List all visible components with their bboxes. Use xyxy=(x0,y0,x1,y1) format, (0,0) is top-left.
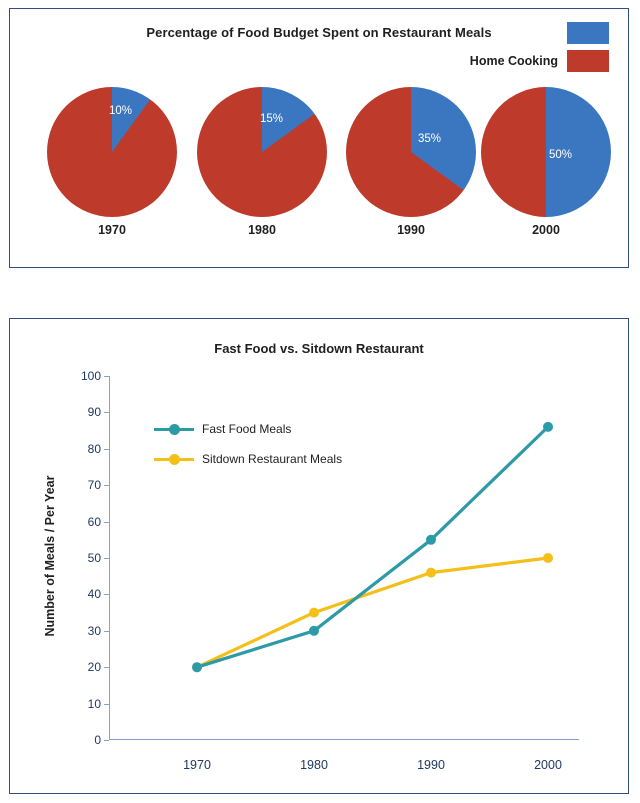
data-point-sitdown-2000 xyxy=(543,553,553,563)
pie-value-label-1990: 35% xyxy=(418,133,442,145)
pie-value-label-1970: 10% xyxy=(109,105,133,117)
legend-item-sitdown-restaurant-meals xyxy=(154,444,342,474)
data-point-fastfood-2000 xyxy=(543,422,553,432)
pie-slice-group-1980 xyxy=(197,87,327,217)
pie-chart-panel xyxy=(9,8,629,268)
pie-year-label-1980: 1980 xyxy=(248,223,276,237)
x-tick-label-2000: 2000 xyxy=(534,758,562,772)
pie-cell-1980 xyxy=(188,87,336,257)
pie-slice-group-1990 xyxy=(346,87,476,217)
legend-swatch-restaurant-meals xyxy=(566,21,610,45)
data-point-fastfood-1990 xyxy=(426,535,436,545)
pie-year-label-1990: 1990 xyxy=(397,223,425,237)
line-chart-panel xyxy=(9,318,629,794)
y-tick-label-50: 50 xyxy=(87,551,101,565)
legend-label-sitdown-restaurant-meals: Sitdown Restaurant Meals xyxy=(202,452,343,466)
pie-value-label-2000: 50% xyxy=(549,149,573,161)
legend-swatch-home-cooking xyxy=(566,49,610,73)
x-tick-label-1990: 1990 xyxy=(417,758,445,772)
pie-chart-title: Percentage of Food Budget Spent on Restaurant Meals xyxy=(146,25,492,40)
y-tick-label-10: 10 xyxy=(87,696,101,711)
pie-wrap-1980 xyxy=(197,87,327,217)
legend-item-home-cooking xyxy=(460,47,610,75)
pie-wrap-1970 xyxy=(47,87,177,217)
pie-legend xyxy=(460,19,610,75)
legend-label-home-cooking: Home Cooking xyxy=(469,54,558,68)
line-chart-title: Fast Food vs. Sitdown Restaurant xyxy=(214,341,424,356)
legend-item-restaurant-meals xyxy=(460,19,610,47)
pie-slice-group-2000 xyxy=(481,87,611,217)
data-point-fastfood-1980 xyxy=(309,626,319,636)
y-tick-label-0: 0 xyxy=(94,733,101,747)
x-tick-label-1970: 1970 xyxy=(183,758,211,772)
pie-year-label-2000: 2000 xyxy=(532,223,560,237)
legend-marker-fast-food-meals xyxy=(154,422,194,436)
legend-item-fast-food-meals xyxy=(154,414,342,444)
data-point-sitdown-1990 xyxy=(426,568,436,578)
x-tick-label-1980: 1980 xyxy=(300,758,328,772)
y-tick-label-70: 70 xyxy=(87,478,101,493)
y-tick-label-90: 90 xyxy=(87,405,101,420)
pie-year-label-1970: 1970 xyxy=(98,223,126,237)
pie-cell-1970 xyxy=(38,87,186,257)
y-tick-label-30: 30 xyxy=(87,623,101,638)
legend-marker-sitdown-restaurant-meals xyxy=(154,452,194,466)
line-chart-legend xyxy=(154,414,342,474)
y-tick-label-80: 80 xyxy=(87,441,101,456)
pie-value-label-1980: 15% xyxy=(260,113,284,125)
data-point-fastfood-1970 xyxy=(192,662,202,672)
pie-cell-1990 xyxy=(337,87,485,257)
pie-series-group xyxy=(10,87,628,257)
pie-wrap-1990 xyxy=(346,87,476,217)
y-axis-label: Number of Meals / Per Year xyxy=(43,475,57,637)
data-point-sitdown-1980 xyxy=(309,608,319,618)
plot-area xyxy=(80,369,579,772)
y-tick-label-60: 60 xyxy=(87,514,101,529)
y-tick-label-100: 100 xyxy=(80,369,101,383)
pie-cell-2000 xyxy=(472,87,620,257)
y-tick-label-40: 40 xyxy=(87,587,101,602)
pie-wrap-2000 xyxy=(481,87,611,217)
y-tick-label-20: 20 xyxy=(87,660,101,675)
legend-label-fast-food-meals: Fast Food Meals xyxy=(202,422,292,436)
